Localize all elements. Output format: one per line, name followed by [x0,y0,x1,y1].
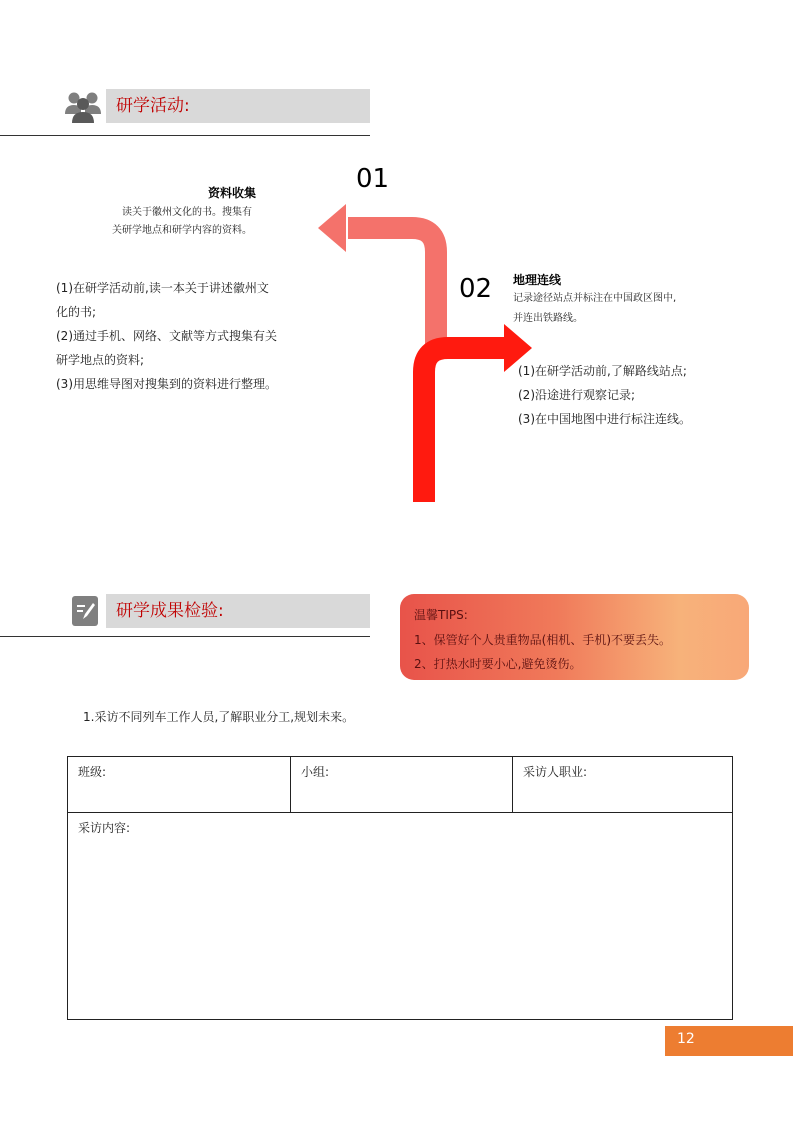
list-item: (1)在研学活动前,读一本关于讲述徽州文 [56,281,269,295]
step-desc-line: 读关于徽州文化的书。搜集有 [122,207,252,218]
tips-line: 1、保管好个人贵重物品(相机、手机)不要丢失。 [414,633,671,647]
step-desc-line: 记录途径站点并标注在中国政区图中, [513,293,677,304]
list-item: 化的书; [56,305,97,319]
step-number-02: 02 [459,274,493,304]
group-field[interactable] [291,757,512,812]
class-label: 班级: [78,765,107,779]
step-title-geo-route: 地理连线 [513,273,562,287]
list-item: (2)通过手机、网络、文献等方式搜集有关 [56,329,277,343]
step-list-02 [518,359,691,431]
interviewee-job-field[interactable] [513,757,733,812]
list-item: 研学地点的资料; [56,353,145,367]
interview-form-table [67,756,733,1020]
people-group-icon [64,88,102,124]
section-divider [0,135,370,136]
step-number-01: 01 [356,164,390,194]
interviewee-job-label: 采访人职业: [523,765,588,779]
tips-heading: 温馨TIPS: [414,608,468,622]
step-desc-line: 关研学地点和研学内容的资料。 [112,225,252,236]
class-field[interactable] [68,757,290,812]
list-item: (3)在中国地图中进行标注连线。 [518,412,691,426]
interview-content-label: 采访内容: [78,821,131,835]
page-number: 12 [665,1026,793,1056]
edit-note-icon [72,596,98,626]
list-item: (2)沿途进行观察记录; [518,388,636,402]
tips-box [400,594,749,680]
section-title-result-check: 研学成果检验: [116,601,224,621]
step-list-01 [56,276,277,396]
step-desc-line: 并连出铁路线。 [513,313,583,324]
tips-line: 2、打热水时要小心,避免烫伤。 [414,657,582,671]
arrow-step-01 [348,228,436,352]
arrow-step-01-head [318,204,346,252]
route-arrows-diagram [310,200,550,505]
section-divider [0,636,370,637]
list-item: (3)用思维导图对搜集到的资料进行整理。 [56,377,277,391]
question-text: 1.采访不同列车工作人员,了解职业分工,规划未来。 [83,710,355,724]
section-title-research-activity: 研学活动: [116,96,190,116]
interview-content-field[interactable] [68,813,732,1019]
arrow-step-02 [424,348,506,502]
group-label: 小组: [301,765,330,779]
step-title-collect-info: 资料收集 [208,186,257,200]
list-item: (1)在研学活动前,了解路线站点; [518,364,687,378]
